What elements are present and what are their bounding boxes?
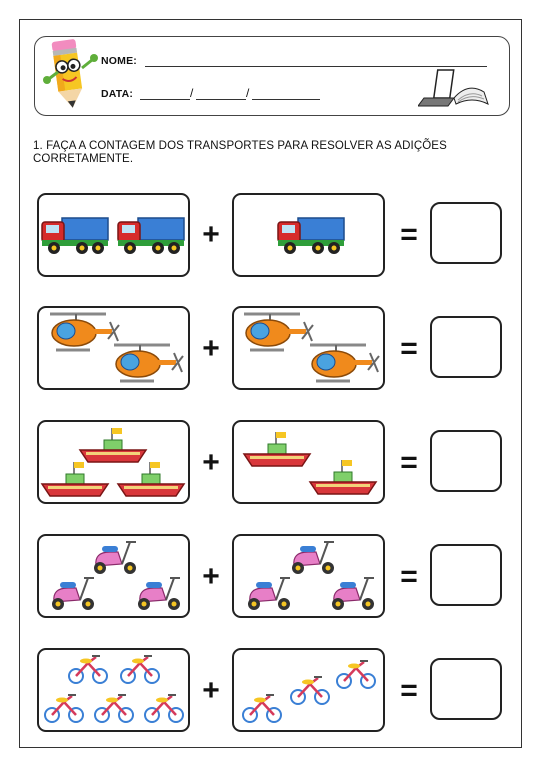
tricycle-icon xyxy=(142,690,186,724)
equals-sign: = xyxy=(400,218,418,251)
answer-box[interactable] xyxy=(430,316,502,378)
truck-icon xyxy=(40,212,110,256)
plus-sign: + xyxy=(202,332,220,365)
tricycle-icon xyxy=(334,656,378,690)
date-separator: / xyxy=(190,86,194,100)
tricycle-icon xyxy=(66,651,110,685)
truck-icon xyxy=(116,212,186,256)
boat-icon xyxy=(308,456,378,496)
helicopter-icon xyxy=(110,340,184,384)
date-label: DATA: xyxy=(101,88,134,100)
helicopter-icon xyxy=(306,340,380,384)
boat-icon xyxy=(242,428,312,468)
answer-box[interactable] xyxy=(430,202,502,264)
plus-sign: + xyxy=(202,674,220,707)
helicopter-icon xyxy=(240,309,314,353)
helicopter-icon xyxy=(46,309,120,353)
laptop-book-icon xyxy=(418,68,490,108)
scooter-icon xyxy=(326,574,378,612)
plus-sign: + xyxy=(202,560,220,593)
date-month-line[interactable] xyxy=(196,99,246,100)
equals-sign: = xyxy=(400,446,418,479)
tricycle-icon xyxy=(42,690,86,724)
plus-sign: + xyxy=(202,218,220,251)
date-day-line[interactable] xyxy=(140,99,190,100)
boat-icon xyxy=(40,458,110,498)
tricycle-icon xyxy=(92,690,136,724)
equals-sign: = xyxy=(400,332,418,365)
instruction-text: 1. FAÇA A CONTAGEM DOS TRANSPORTES PARA RESOLVER AS ADIÇÕES CORRETAMENTE. xyxy=(33,140,447,165)
equals-sign: = xyxy=(400,674,418,707)
tricycle-icon xyxy=(240,690,284,724)
name-label: NOME: xyxy=(101,55,137,67)
answer-box[interactable] xyxy=(430,544,502,606)
scooter-icon xyxy=(132,574,184,612)
scooter-icon xyxy=(286,538,338,576)
scooter-icon xyxy=(88,538,140,576)
answer-box[interactable] xyxy=(430,430,502,492)
answer-box[interactable] xyxy=(430,658,502,720)
boat-icon xyxy=(116,458,186,498)
equals-sign: = xyxy=(400,560,418,593)
tricycle-icon xyxy=(288,672,332,706)
tricycle-icon xyxy=(118,651,162,685)
scooter-icon xyxy=(242,574,294,612)
date-year-line[interactable] xyxy=(252,99,320,100)
scooter-icon xyxy=(46,574,98,612)
truck-icon xyxy=(276,212,346,256)
plus-sign: + xyxy=(202,446,220,479)
name-line[interactable] xyxy=(145,66,487,67)
pencil-mascot-icon xyxy=(38,38,100,110)
date-separator: / xyxy=(246,86,250,100)
